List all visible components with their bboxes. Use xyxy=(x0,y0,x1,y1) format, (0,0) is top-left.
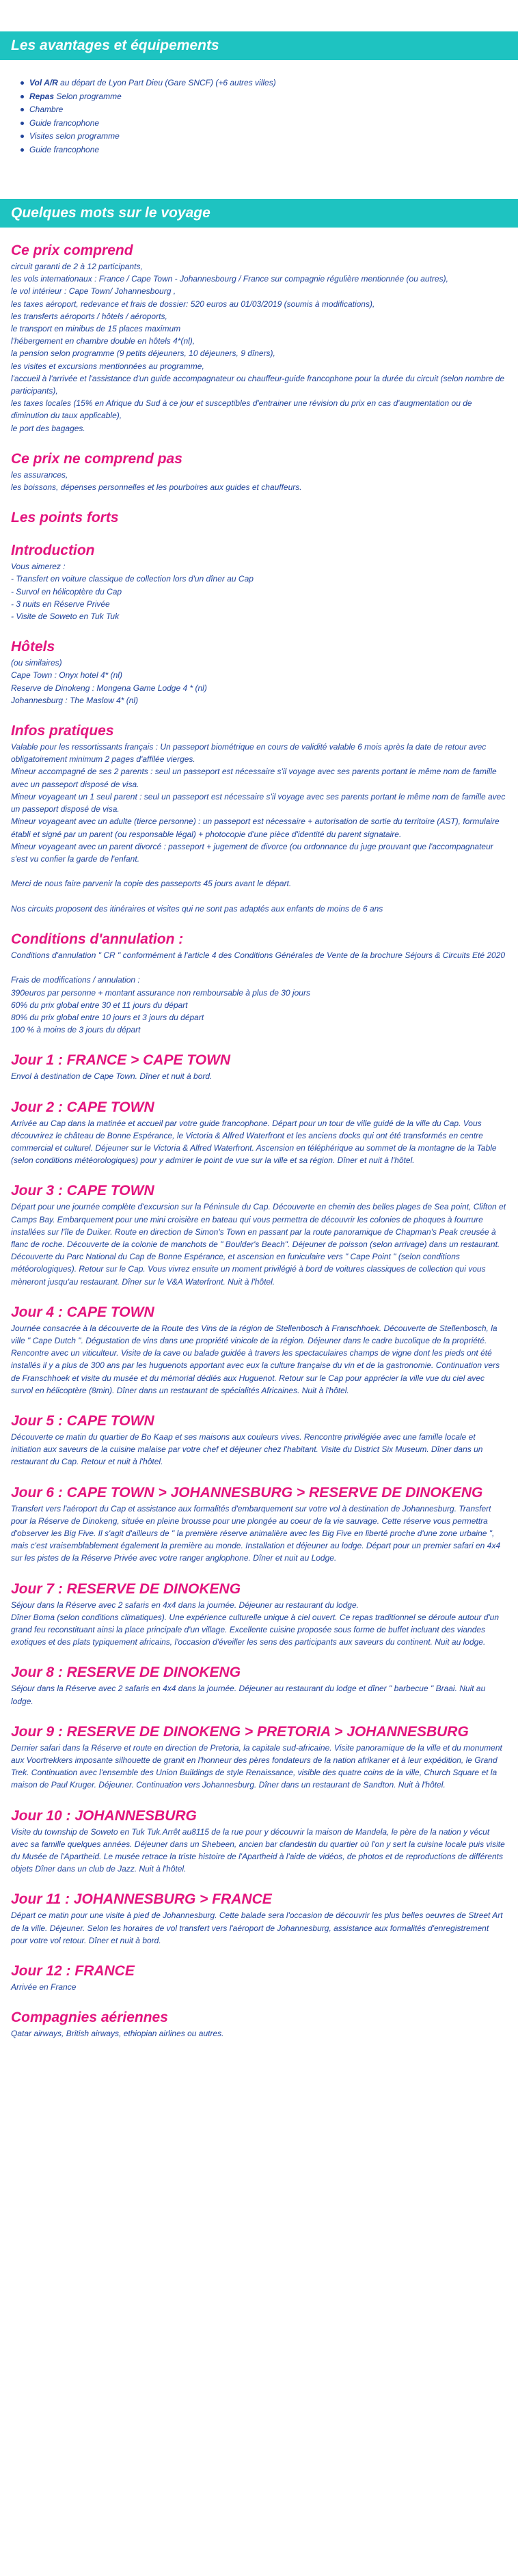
section-heading: Ce prix ne comprend pas xyxy=(11,450,182,467)
trip-section xyxy=(11,931,507,1036)
trip-section xyxy=(11,510,507,526)
trip-section xyxy=(11,639,507,707)
section-heading: Jour 5 : CAPE TOWN xyxy=(11,1413,154,1429)
section-text: Vous aimerez : - Transfert en voiture classique de collection lors d'un dîner au Cap - Survol en hélicoptère du Cap - 3 nuits en Réserve Privée - Visite de Soweto en Tuk Tuk xyxy=(11,562,254,622)
advantages-banner xyxy=(0,31,518,60)
section-text: Dernier safari dans la Réserve et route en direction de Pretoria, la capitale sud-africaine. Visite panoramique de la ville et du monument aux Voortrekkers imposante silhouette de granit en l'honneur des pères fondateurs de la nation afrikaner et à leur expédition, le Grand Trek. Continuation avec l'ensemble des Union Buildings de style Renaissance, visible des quatre coins de la ville, Church Square et la maison de Paul Kruger. Déjeuner. Continuation vers Johannesburg. Dîner dans un restaurant de Sandton. Nuit à l'hôtel. xyxy=(11,1742,502,1790)
list-item-bold: Vol A/R xyxy=(29,78,58,87)
section-text: Découverte ce matin du quartier de Bo Kaap et ses maisons aux couleurs vives. Rencontre privilégiée avec une famille locale et initiation aux saveurs de la cuisine malaise par votre chef et déjeuner chez l'habitant. Visite du District Six Museum. Dîner dans un restaurant du Cap. Retour et nuit à l'hôtel. xyxy=(11,1432,483,1467)
section-text: Séjour dans la Réserve avec 2 safaris en 4x4 dans la journée. Déjeuner au restaurant du lodge et dîner " barbecue " Braai. Nuit au lodge. xyxy=(11,1684,486,1706)
section-heading: Infos pratiques xyxy=(11,723,114,739)
section-text: Départ pour une journée complète d'excursion sur la Péninsule du Cap. Découverte en chemin des belles plages de Sea point, Clifton et Camps Bay. Embarquement pour une mini croisière en bateau qui vous permettra de découvrir les colonies de phoques à fourrure installées sur l'île de Duiker. Route en direction de Simon's Town en passant par la route panoramique de Chapman's Peak creusée à flanc de roche. Découverte de la colonie de manchots de " Boulder's Beach". Déjeuner de poisson (selon arrivage) dans un restaurant. Découverte du Parc National du Cap de Bonne Espérance, et ascension en funiculaire vers " Cape Point " (selon conditions météorologiques). Retour sur le Cap. Vous vivrez ensuite un moment privilégié à bord de voitures classiques de collection qui vous mèneront jusqu'au restaurant. Dîner sur le V&A Waterfront. Nuit à l'hôtel. xyxy=(11,1202,506,1287)
trip-section xyxy=(11,243,507,435)
list-item-text: au départ de Lyon Part Dieu (Gare SNCF) (+6 autres villes) xyxy=(57,78,276,87)
section-heading: Introduction xyxy=(11,543,95,559)
trip-banner xyxy=(0,199,518,228)
trip-section xyxy=(11,1413,507,1468)
section-heading: Jour 4 : CAPE TOWN xyxy=(11,1304,154,1320)
section-heading: Jour 6 : CAPE TOWN > JOHANNESBURG > RESERVE DE DINOKENG xyxy=(11,1484,483,1501)
section-heading: Jour 9 : RESERVE DE DINOKENG > PRETORIA > JOHANNESBURG xyxy=(11,1723,469,1740)
trip-section xyxy=(11,1664,507,1707)
list-item xyxy=(29,130,518,143)
trip-section xyxy=(11,1581,507,1649)
section-text: circuit garanti de 2 à 12 participants, les vols internationaux : France / Cape Town - Johannesbourg / France sur compagnie régulière mentionnée (ou autres), le vol intérieur : Cape Town/ Johannesbourg , les taxes aéroport, redevance et frais de dossier: 520 euros au 01/03/2019 (soumis à modifications), les transferts aéroports / hôtels / aéroports, le transport en minibus de 15 places maximum l'hébergement en chambre double en hôtels 4*(nl), la pension selon programme (9 petits déjeuners, 10 déjeuners, 9 dîners), les visites et excursions mentionnées au programme, l'accueil à l'arrivée et l'assistance d'un guide accompagnateur ou chauffeur-guide francophone pour la durée du circuit (selon nombre de participants), les taxes locales (15% en Afrique du Sud à ce jour et susceptibles d'entrainer une révision du prix en cas d'augmentation ou de diminution du taux applicable), le port des bagages. xyxy=(11,262,505,433)
section-text: les assurances, les boissons, dépenses personnelles et les pourboires aux guides et chauffeurs. xyxy=(11,469,302,493)
section-heading: Jour 2 : CAPE TOWN xyxy=(11,1099,154,1115)
section-heading: Jour 8 : RESERVE DE DINOKENG xyxy=(11,1664,241,1681)
list-item-text: Visites selon programme xyxy=(29,131,120,141)
trip-section xyxy=(11,1963,507,1993)
trip-section xyxy=(11,1485,507,1565)
trip-section xyxy=(11,1183,507,1287)
trip-section xyxy=(11,2010,507,2040)
list-item-bold: Repas xyxy=(29,91,55,101)
trip-section xyxy=(11,451,507,493)
section-text: Transfert vers l'aéroport du Cap et assistance aux formalités d'embarquement sur votre vol à destination de Johannesburg. Transfert pour la Réserve de Dinokeng, située en pleine brousse pour une plongée au coeur de la vie sauvage. Cette réserve vous permettra d'observer les Big Five. Il s'agit d'ailleurs de " la première réserve animalière avec les Big Five en liberté proche d'une zone urbaine ", mais c'est vraisemblablement également la première au monde. Installation et déjeuner au lodge. Départ pour un premier safari en 4x4 sur les pistes de la Réserve Privée avec votre ranger anglophone. Dîner et nuit au Lodge. xyxy=(11,1503,501,1563)
section-text: Arrivée au Cap dans la matinée et accueil par votre guide francophone. Départ pour un tour de ville guidé de la ville du Cap. Vous découvrirez le château de Bonne Espérance, le Victoria & Alfred Waterfront et les anciens docks qui ont été transformés en centre commercial et culturel. Déjeuner sur le Victoria & Alfred Waterfront. Ascension en téléphérique au sommet de la montagne de la Table (selon conditions météorologiques) pour y admirer le point de vue sur la ville et sa région. Dîner et nuit à l'hôtel. xyxy=(11,1118,497,1166)
advantages-list xyxy=(0,77,518,156)
trip-section xyxy=(11,1099,507,1167)
list-item-text: Chambre xyxy=(29,105,64,114)
section-heading: Jour 7 : RESERVE DE DINOKENG xyxy=(11,1580,241,1597)
section-text: Départ ce matin pour une visite à pied de Johannesburg. Cette balade sera l'occasion de découvrir les plus belles oeuvres de Street Art de la ville. Déjeuner. Selon les horaires de vol transfert vers l'aéroport de Johannesburg, assistance aux formalités d'enregistrement pour votre vol retour. Dîner et nuit à bord. xyxy=(11,1910,503,1945)
section-heading: Jour 3 : CAPE TOWN xyxy=(11,1183,154,1199)
section-text: Visite du township de Soweto en Tuk Tuk.Arrêt au8115 de la rue pour y découvrir la maison de Mandela, le père de la nation y vécut avec sa famille quelques années. Déjeuner dans un Shebeen, ancien bar clandestin du quartier où l'on y sert la cuisine locale puis visite du Musée de l'Apartheid. Le musée retrace la triste histoire de l'Apartheid à l'aide de vidéos, de photos et de reproductions de différents objets Dîner dans un club de Jazz. Nuit à l'hôtel. xyxy=(11,1826,505,1874)
section-heading: Hôtels xyxy=(11,639,55,655)
section-text: (ou similaires) Cape Town : Onyx hotel 4* (nl) Reserve de Dinokeng : Mongena Game Lodge 4 * (nl) Johannesburg : The Maslow 4* (nl) xyxy=(11,658,207,705)
trip-section xyxy=(11,1808,507,1876)
section-heading: Jour 12 : FRANCE xyxy=(11,1963,135,1979)
list-item xyxy=(29,117,518,131)
list-item xyxy=(29,90,518,104)
trip-section xyxy=(11,1724,507,1792)
list-item xyxy=(29,143,518,157)
list-item-text: Selon programme xyxy=(54,91,122,101)
trip-sections xyxy=(0,243,518,2040)
list-item xyxy=(29,103,518,117)
section-text: Arrivée en France xyxy=(11,1982,77,1992)
trip-title: Quelques mots sur le voyage xyxy=(11,205,210,221)
section-heading: Les points forts xyxy=(11,510,119,526)
trip-section xyxy=(11,1052,507,1082)
section-heading: Compagnies aériennes xyxy=(11,2010,168,2026)
section-text: Valable pour les ressortissants français : Un passeport biométrique en cours de validité valable 6 mois après la date de retour avec obligatoirement minimum 2 pages d'affilée vierges. Mineur accompagné de ses 2 parents : seul un passeport est nécessaire s'il voyage avec ses parents portant le même nom de famille avec un passeport disposé de visa. Mineur voyageant un 1 seul parent : seul un passeport est nécessaire s'il voyage avec ses parents portant le même nom de famille avec un passeport disposé de visa. Mineur voyageant avec un adulte (tierce personne) : un passeport est nécessaire + autorisation de sortie du territoire (AST), formulaire établi et signé par un parent (ou responsable légal) + photocopie d'une pièce d'identité du parent signataire. Mineur voyageant avec un parent divorcé : passeport + jugement de divorce (ou ordonnance du juge prouvant que l'accompagnateur s'est vu confier la garde de l'enfant. Merci de nous faire parvenir la copie des passeports 45 jours avant le départ. Nos circuits proposent des itinéraires et visites qui ne sont pas adaptés aux enfants de moins de 6 ans xyxy=(11,742,506,914)
section-text: Journée consacrée à la découverte de la Route des Vins de la région de Stellenbosch à Franschhoek. Découverte de Stellenbosch, la ville " Cape Dutch ". Dégustation de vins dans une propriété vinicole de la région. Déjeuner dans le cadre bucolique de la propriété. Rencontre avec un viticulteur. Visite de la cave ou balade guidée à travers les spectaculaires champs de vigne dont les pieds ont été installés il y a plus de 300 ans par les huguenots apportant avec eux la culture française du vin et de la gastronomie. Continuation vers de Franschhoek et visite du musée et du mémorial dédiés aux Huguenot. Retour sur le Cap pour apprécier la ville vue du ciel avec survol en hélicoptère (8min). Dîner dans un restaurant de spécialités Africaines. Nuit à l'hôtel. xyxy=(11,1323,500,1395)
trip-section xyxy=(11,723,507,915)
section-heading: Jour 1 : FRANCE > CAPE TOWN xyxy=(11,1052,231,1069)
section-heading: Jour 10 : JOHANNESBURG xyxy=(11,1807,197,1824)
trip-section xyxy=(11,1891,507,1947)
advantages-title: Les avantages et équipements xyxy=(11,38,219,53)
section-text: Qatar airways, British airways, ethiopian airlines ou autres. xyxy=(11,2029,224,2039)
list-item-text: Guide francophone xyxy=(29,118,100,128)
list-item-text: Guide francophone xyxy=(29,144,100,154)
trip-section xyxy=(11,543,507,622)
section-text: Envol à destination de Cape Town. Dîner et nuit à bord. xyxy=(11,1071,213,1082)
section-heading: Conditions d'annulation : xyxy=(11,931,184,947)
section-heading: Ce prix comprend xyxy=(11,243,133,258)
page xyxy=(0,31,518,2040)
list-item xyxy=(29,77,518,90)
trip-section xyxy=(11,1304,507,1397)
section-text: Séjour dans la Réserve avec 2 safaris en 4x4 dans la journée. Déjeuner au restaurant du lodge. Dîner Boma (selon conditions climatiques). Une expérience culturelle unique à ciel ouvert. Ce repas traditionnel se déroule autour d'un grand feu reconstituant ainsi la place principale d'un village. Excellente cuisine proposée sous forme de buffet incluant des viandes exotiques et des plats typiquement africains, l'occasion d'éveiller les sens des participants aux saveurs du continent. Nuit au lodge. xyxy=(11,1600,500,1647)
section-heading: Jour 11 : JOHANNESBURG > FRANCE xyxy=(11,1891,272,1908)
section-text: Conditions d'annulation " CR " conformément à l'article 4 des Conditions Générales de Vente de la brochure Séjours & Circuits Eté 2020 Frais de modifications / annulation : 390euros par personne + montant assurance non remboursable à plus de 30 jours 60% du prix global entre 30 et 11 jours du départ 80% du prix global entre 10 jours et 3 jours du départ 100 % à moins de 3 jours du départ xyxy=(11,950,506,1035)
